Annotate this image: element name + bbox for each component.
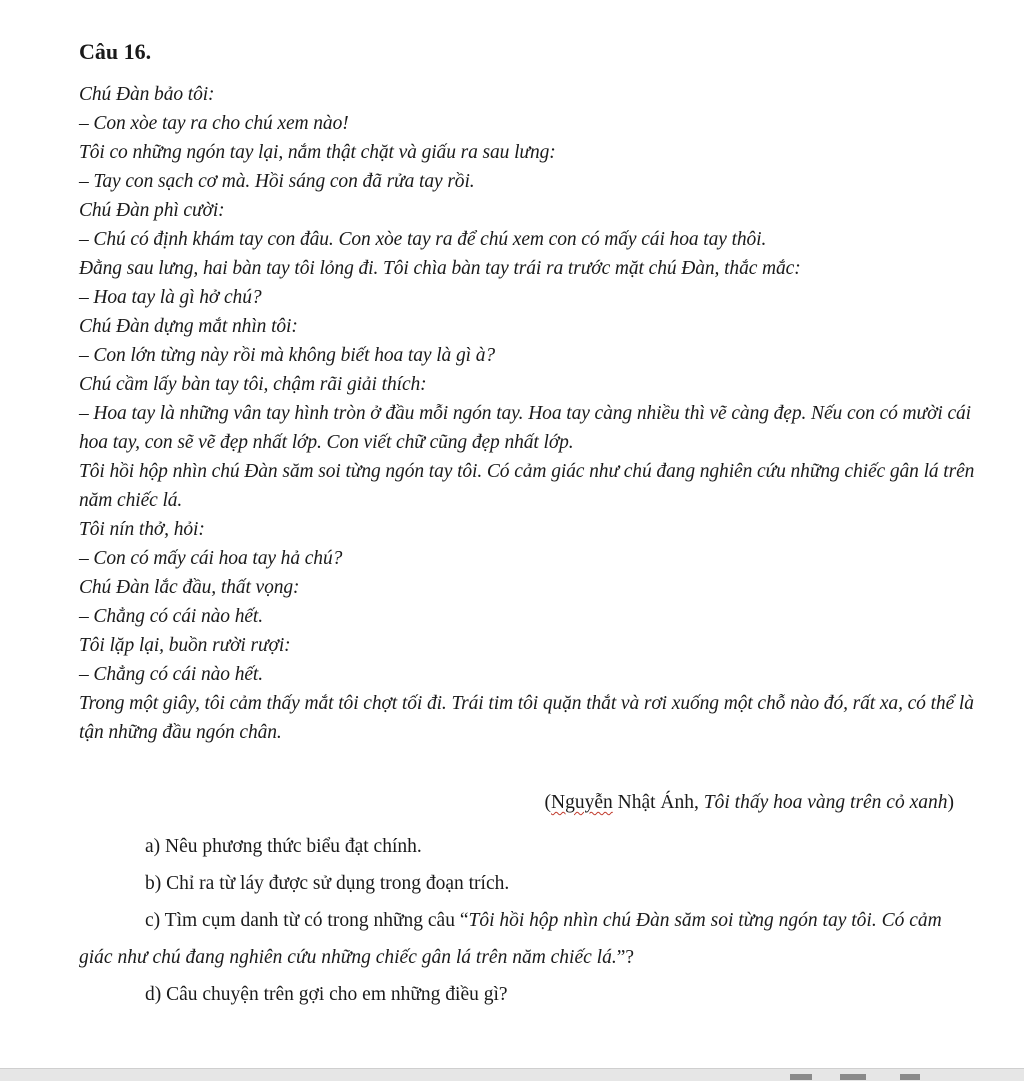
passage-line: – Hoa tay là gì hở chú? (79, 287, 262, 308)
passage-line: – Con có mấy cái hoa tay hả chú? (79, 548, 343, 569)
passage-line: – Tay con sạch cơ mà. Hồi sáng con đã rửa tay rồi. (79, 171, 475, 192)
passage-line: Trong một giây, tôi cảm thấy mắt tôi chợt tối đi. Trái tim tôi quặn thắt và rơi xuống một chỗ nào đó, rất xa, có thể là tận những đầu ngón chân. (79, 693, 974, 743)
question-b: b) Chỉ ra từ láy được sử dụng trong đoạn trích. (145, 873, 510, 894)
citation-open-paren: ( (544, 792, 552, 813)
passage-line: Chú Đàn phì cười: (79, 200, 225, 221)
passage-line: – Chẳng có cái nào hết. (79, 606, 264, 627)
scroll-marker (790, 1074, 812, 1080)
passage-line: Tôi co những ngón tay lại, nắm thật chặt và giấu ra sau lưng: (79, 142, 556, 163)
citation-book-title: Tôi thấy hoa vàng trên cỏ xanh (703, 792, 948, 813)
bottom-scrollbar[interactable] (0, 1068, 1024, 1081)
passage-line: Tôi lặp lại, buồn rười rượi: (79, 635, 291, 656)
passage-line: – Chẳng có cái nào hết. (79, 664, 264, 685)
passage-line: Chú cầm lấy bàn tay tôi, chậm rãi giải thích: (79, 374, 427, 395)
passage-line: Đằng sau lưng, hai bàn tay tôi lỏng đi. Tôi chìa bàn tay trái ra trước mặt chú Đàn, thắc mắc: (79, 258, 801, 279)
question-c-suffix: ”? (616, 947, 635, 968)
question-a: a) Nêu phương thức biểu đạt chính. (145, 836, 422, 857)
question-c-prefix: c) Tìm cụm danh từ có trong những câu “ (145, 910, 469, 931)
passage-line: – Con xòe tay ra cho chú xem nào! (79, 113, 349, 134)
source-citation (545, 788, 954, 817)
passage-line: Tôi nín thở, hỏi: (79, 519, 205, 540)
citation-author-surname: Nguyễn (551, 792, 613, 813)
citation-author-name: Nhật Ánh, (612, 792, 704, 813)
story-excerpt (79, 80, 994, 747)
passage-line: Chú Đàn lắc đầu, thất vọng: (79, 577, 300, 598)
citation-close-paren: ) (947, 792, 954, 813)
passage-line: Chú Đàn bảo tôi: (79, 84, 215, 105)
question-c-quote: Tôi hồi hộp nhìn chú Đàn săm soi từng ngón tay tôi. Có cảm giác như chú đang nghiên cứu những chiếc gân lá trên năm chiếc lá. (79, 910, 942, 968)
question-list (79, 828, 979, 1013)
passage-line: – Con lớn từng này rồi mà không biết hoa tay là gì à? (79, 345, 496, 366)
passage-line: Chú Đàn dựng mắt nhìn tôi: (79, 316, 298, 337)
question-heading: Câu 16. (79, 39, 152, 64)
passage-line: – Chú có định khám tay con đâu. Con xòe tay ra để chú xem con có mấy cái hoa tay thôi. (79, 229, 767, 250)
scroll-marker (900, 1074, 920, 1080)
scroll-thumb[interactable] (840, 1074, 866, 1080)
passage-line: – Hoa tay là những vân tay hình tròn ở đầu mỗi ngón tay. Hoa tay càng nhiều thì vẽ càng đẹp. Nếu con có mười cái hoa tay, con sẽ vẽ đẹp nhất lớp. Con viết chữ cũng đẹp nhất lớp. (79, 403, 971, 453)
passage-line: Tôi hồi hộp nhìn chú Đàn săm soi từng ngón tay tôi. Có cảm giác như chú đang nghiên cứu những chiếc gân lá trên năm chiếc lá. (79, 461, 975, 511)
question-d: d) Câu chuyện trên gợi cho em những điều gì? (145, 984, 508, 1005)
question-c (79, 902, 979, 976)
